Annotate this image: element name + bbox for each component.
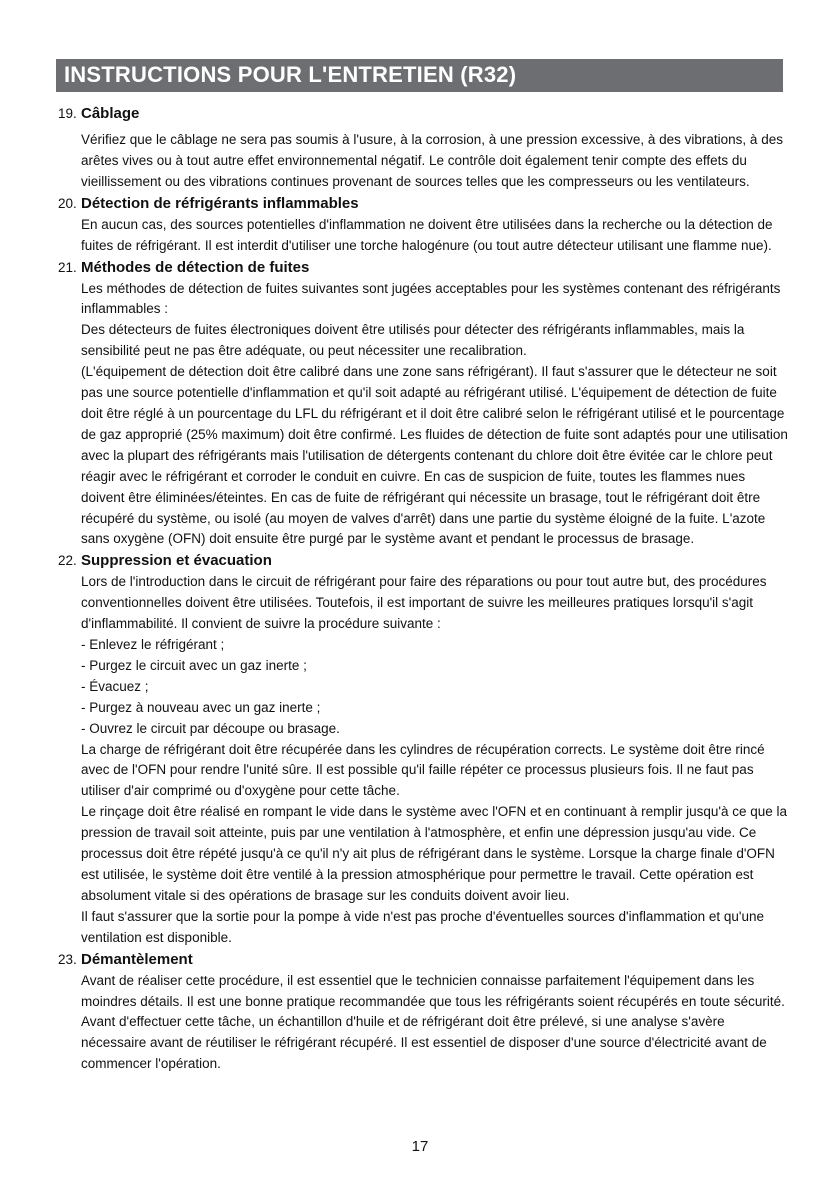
paragraph: Il faut s'assurer que la sortie pour la pompe à vide n'est pas proche d'éventuelles sources d'inflammation et qu'une ventilation est disponible. bbox=[81, 908, 765, 945]
section-heading bbox=[58, 949, 788, 971]
procedure-step: - Purgez le circuit avec un gaz inerte ; bbox=[81, 657, 307, 673]
page-title: INSTRUCTIONS POUR L'ENTRETIEN (R32) bbox=[64, 62, 517, 87]
section-number: 21. bbox=[58, 259, 77, 275]
page-number: 17 bbox=[411, 1138, 429, 1155]
paragraph: Les méthodes de détection de fuites suivantes sont jugées acceptables pour les systèmes contenant des réfrigérants inflammables : bbox=[81, 280, 781, 317]
section-number: 19. bbox=[58, 106, 77, 121]
paragraph: (L'équipement de détection doit être calibré dans une zone sans réfrigérant). Il faut s'assurer que le détecteur ne soit pas une source potentielle d'inflammation et qu'il soit adapté au réfrigérant utilisé. L'équipement de détection de fuite doit être réglé à un pourcentage du LFL du réfrigérant et il doit être calibré selon le réfrigérant utilisé et le pourcentage de gaz approprié (25% maximum) doit être confirmé. Les fluides de détection de fuite sont adaptés pour une utilisation avec la plupart des réfrigérants mais l'utilisation de détergents contenant du chlore doit être évitée car le chlore peut réagir avec le réfrigérant et corroder le conduit en cuivre. En cas de suspicion de fuite, toutes les flammes nues doivent être éliminées/éteintes. En cas de fuite de réfrigérant qui nécessite un brasage, tout le réfrigérant doit être récupéré du système, ou isolé (au moyen de valves d'arrêt) dans une partie du système éloigné de la fuite. L'azote sans oxygène (OFN) doit ensuite être purgé par le système avant et pendant le processus de brasage. bbox=[81, 364, 788, 547]
paragraph: Le rinçage doit être réalisé en rompant le vide dans le système avec l'OFN et en continuant à remplir jusqu'à ce que la pression de travail soit atteinte, puis par une ventilation à l'atmosphère, et enfin une dépression jusqu'au vide. Ce processus doit être répété jusqu'à ce qu'il n'y ait plus de réfrigérant dans le système. Lorsque la charge finale d'OFN est utilisée, le système doit être ventilé à la pression atmosphérique pour permettre le travail. Cette opération est absolument vitale si des opérations de brasage sur les conduits doivent avoir lieu. bbox=[81, 804, 788, 903]
section-cablage bbox=[58, 103, 788, 193]
section-number: 22. bbox=[58, 553, 77, 569]
section-title: Démantèlement bbox=[81, 950, 193, 968]
paragraph: La charge de réfrigérant doit être récupérée dans les cylindres de récupération corrects. Le système doit être rincé avec de l'OFN pour rendre l'unité sûre. Il est possible qu'il faille répéter ce processus plusieurs fois. Il ne faut pas utiliser d'air comprimé ou d'oxygène pour cette tâche. bbox=[81, 741, 765, 799]
section-number: 23. bbox=[58, 951, 77, 967]
procedure-step: - Évacuez ; bbox=[81, 678, 149, 694]
section-heading bbox=[58, 193, 788, 215]
section-number: 20. bbox=[58, 195, 77, 211]
procedure-step: - Ouvrez le circuit par découpe ou brasage. bbox=[81, 720, 340, 736]
procedure-step: - Enlevez le réfrigérant ; bbox=[81, 637, 225, 653]
section-title: Suppression et évacuation bbox=[81, 552, 272, 570]
paragraph: Des détecteurs de fuites électroniques doivent être utilisés pour détecter des réfrigérants inflammables, mais la sensibilité peut ne pas être adéquate, ou peut nécessiter une recalibration. bbox=[81, 322, 745, 359]
paragraph: Lors de l'introduction dans le circuit de réfrigérant pour faire des réparations ou pour tout autre but, des procédures conventionnelles doivent être utilisées. Toutefois, il est important de suivre les meilleures pratiques lorsqu'il s'agit d'inflammabilité. Il convient de suivre la procédure suivante : bbox=[81, 574, 767, 632]
paragraph: En aucun cas, des sources potentielles d'inflammation ne doivent être utilisées dans la recherche ou la détection de fuites de réfrigérant. Il est interdit d'utiliser une torche halogénure (ou tout autre détecteur utilisant une flamme nue). bbox=[81, 216, 773, 253]
section-title: Méthodes de détection de fuites bbox=[81, 258, 310, 276]
procedure-step: - Purgez à nouveau avec un gaz inerte ; bbox=[81, 699, 321, 715]
section-header-bar bbox=[56, 59, 783, 92]
paragraph: Vérifiez que le câblage ne sera pas soumis à l'usure, à la corrosion, à une pression excessive, à des vibrations, à des arêtes vives ou à tout autre effet environnemental négatif. Le contrôle doit également tenir compte des effets du vieillissement ou des vibrations continues provenant de sources telles que les compresseurs ou les ventilateurs. bbox=[81, 132, 783, 189]
document-body bbox=[58, 103, 788, 1075]
paragraph: Avant de réaliser cette procédure, il est essentiel que le technicien connaisse parfaitement l'équipement dans les moindres détails. Il est une bonne pratique recommandée que tous les réfrigérants soient récupérés en toute sécurité. Avant d'effectuer cette tâche, un échantillon d'huile et de réfrigérant doit être prélevé, si une analyse s'avère nécessaire avant de réutiliser le réfrigérant récupéré. Il est essentiel de disposer d'une source d'électricité avant de commencer l'opération. bbox=[81, 972, 785, 1072]
section-heading bbox=[58, 103, 788, 125]
section-detection-refrigerants bbox=[58, 193, 788, 257]
section-title: Détection de réfrigérants inflammables bbox=[81, 194, 359, 212]
section-demantelement bbox=[58, 949, 788, 1076]
section-heading bbox=[58, 550, 788, 572]
section-suppression-evacuation bbox=[58, 550, 788, 948]
section-heading bbox=[58, 257, 788, 279]
section-title: Câblage bbox=[81, 105, 140, 122]
section-methodes-detection bbox=[58, 257, 788, 551]
